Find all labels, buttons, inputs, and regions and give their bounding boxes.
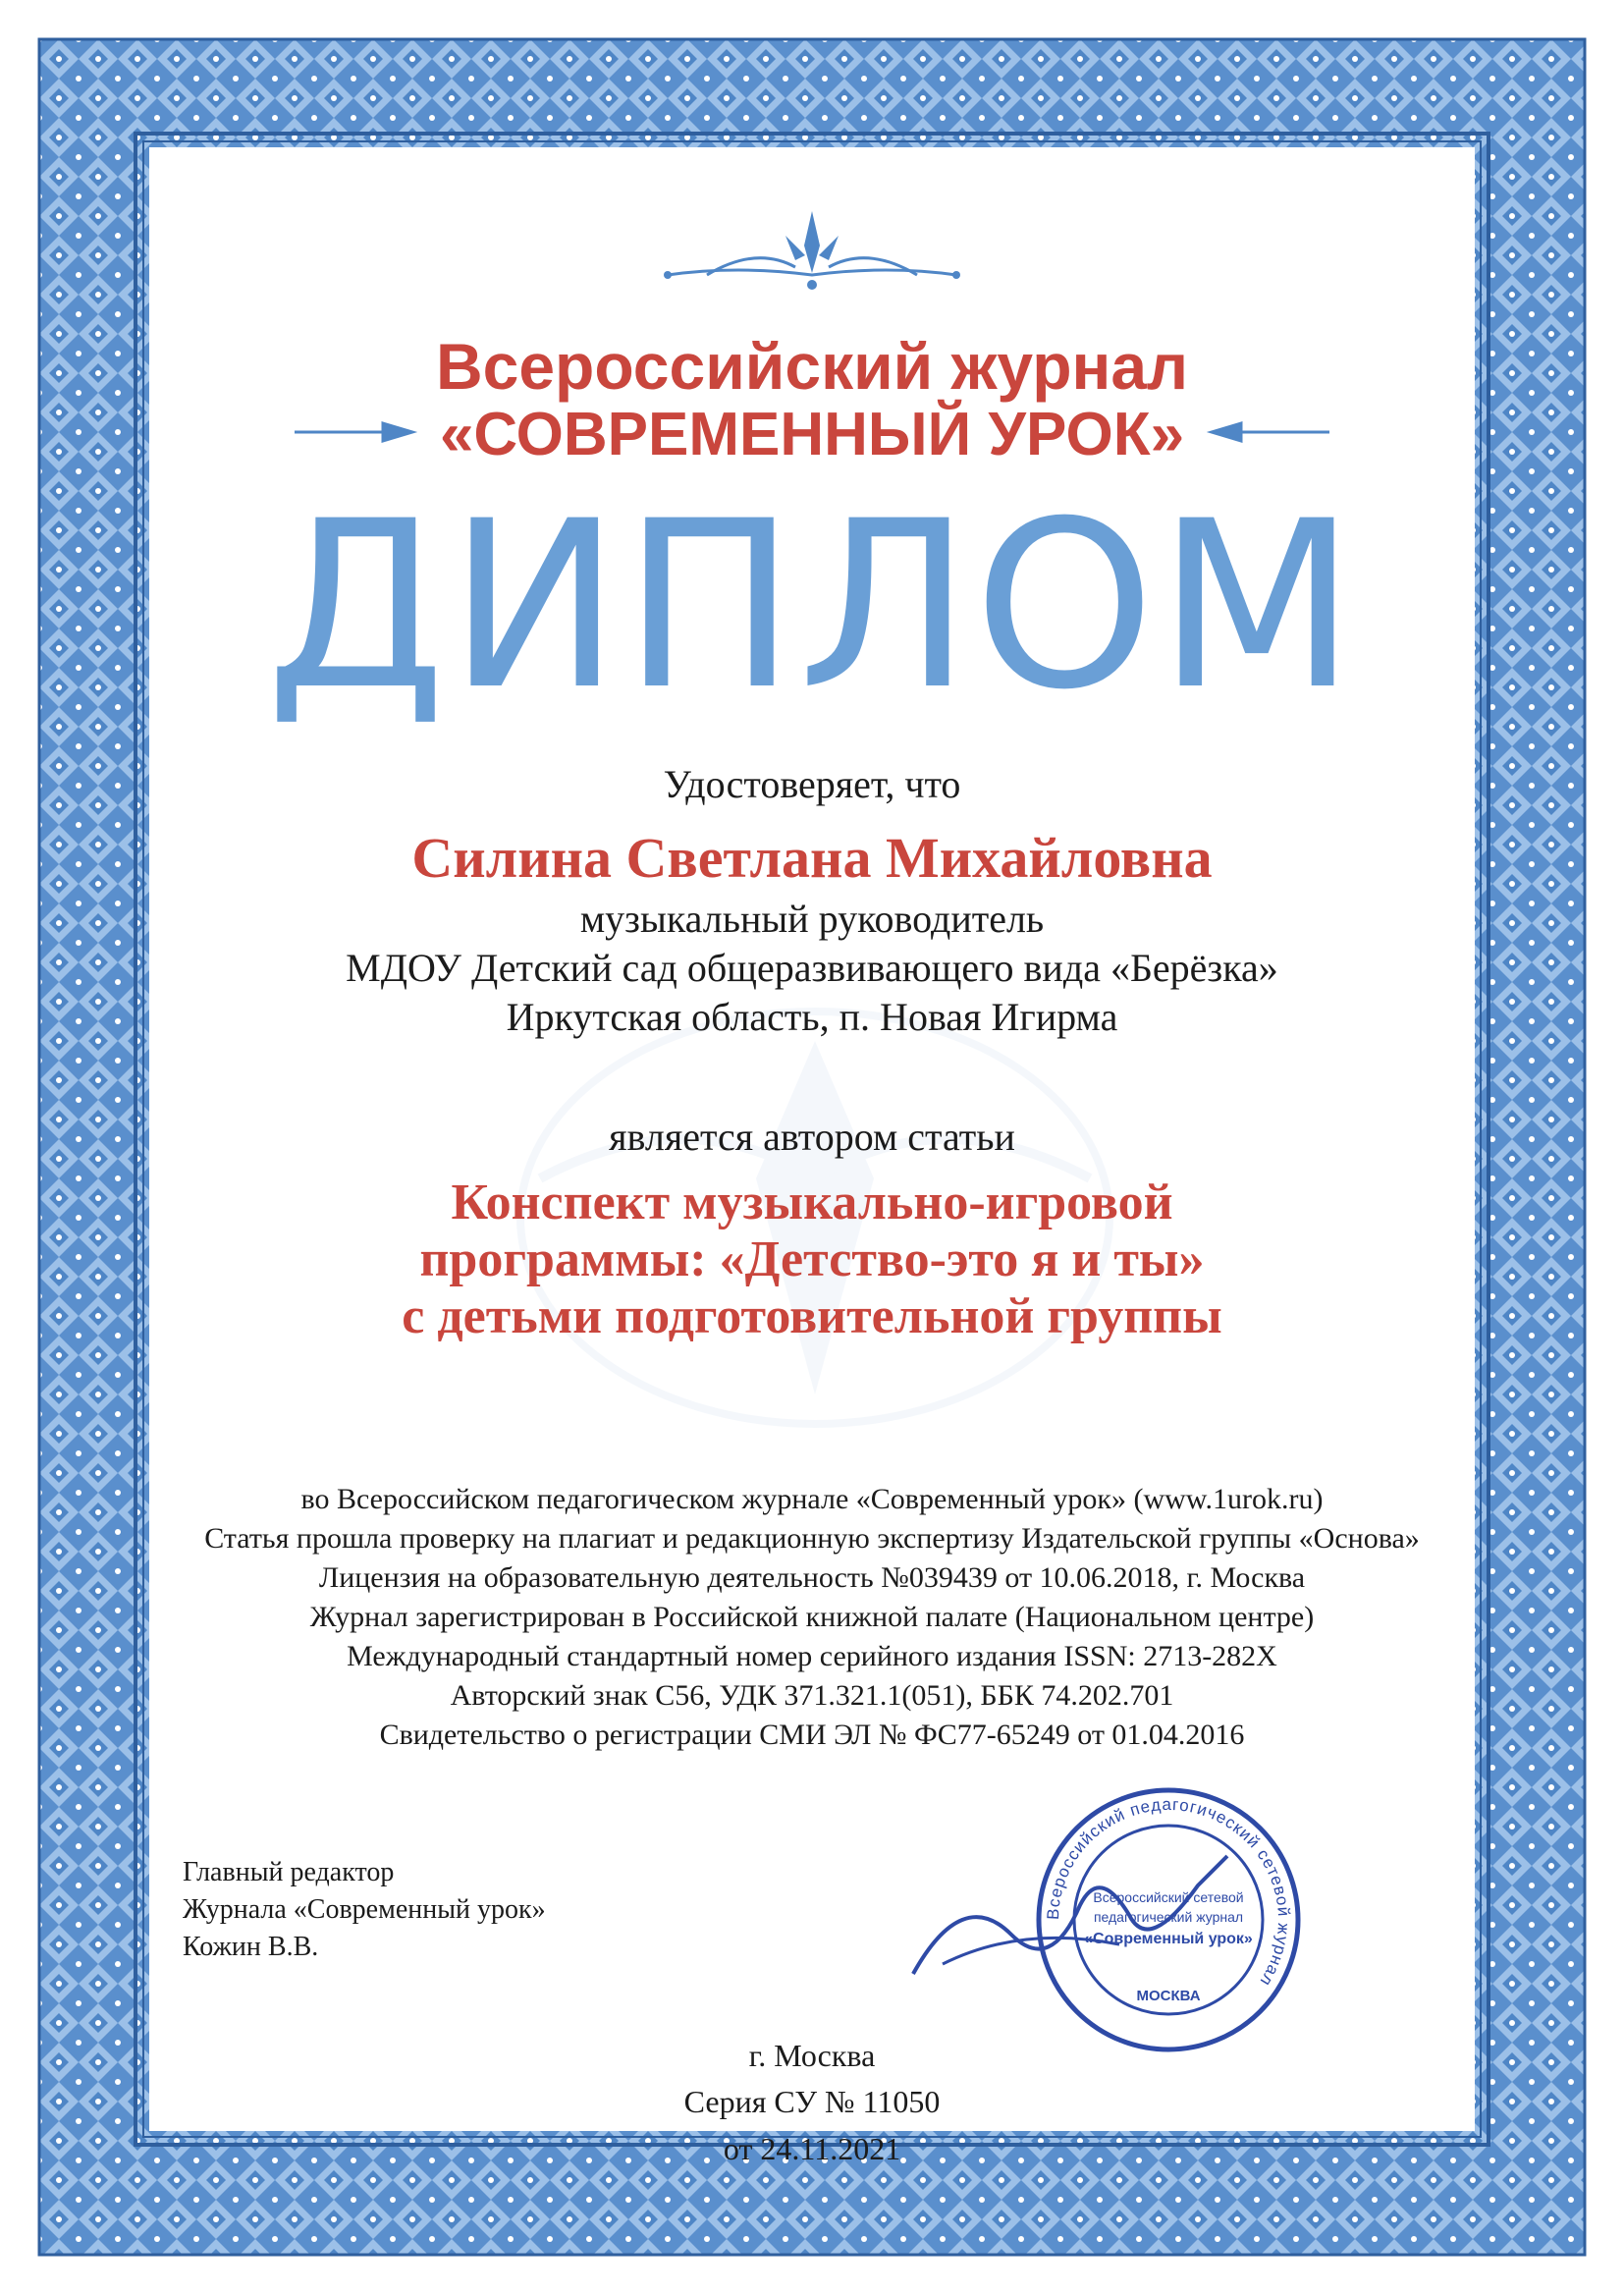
stamp-center-line1: Всероссийский сетевой bbox=[1093, 1889, 1244, 1905]
certifies-text: Удостоверяет, что bbox=[663, 762, 961, 806]
stamp-center-line2: педагогический журнал bbox=[1093, 1909, 1244, 1925]
stamp-city: МОСКВА bbox=[1136, 1988, 1201, 2004]
signatory-block bbox=[183, 1854, 546, 1966]
signatory-role: Главный редактор bbox=[183, 1857, 395, 1887]
footer-date: от 24.11.2021 bbox=[723, 2131, 901, 2166]
recipient-name: Силина Светлана Михайловна bbox=[411, 826, 1213, 890]
journal-name-line2: «СОВРЕМЕННЫЙ УРОК» bbox=[439, 401, 1185, 468]
info-line: Авторский знак С56, УДК 371.321.1(051), ББК 74.202.701 bbox=[450, 1679, 1174, 1712]
info-line: Международный стандартный номер серийного издания ISSN: 2713-282X bbox=[347, 1640, 1277, 1672]
stamp-ring-text: Всероссийский педагогический сетевой журнал bbox=[1043, 1794, 1294, 1991]
official-stamp bbox=[1031, 1782, 1306, 2057]
info-line: Журнал зарегистрирован в Российской книжной палате (Национальном центре) bbox=[309, 1601, 1315, 1633]
signatory-journal: Журнала «Современный урок» bbox=[183, 1894, 546, 1925]
footer-series: Серия СУ № 11050 bbox=[683, 2084, 941, 2119]
info-line: Свидетельство о регистрации СМИ ЭЛ № ФС77-65249 от 01.04.2016 bbox=[379, 1719, 1245, 1751]
signatory-name: Кожин В.В. bbox=[183, 1932, 319, 1962]
stamp-center-line3: «Современный урок» bbox=[1084, 1931, 1253, 1947]
article-title-line: Конспект музыкально-игровой bbox=[451, 1174, 1173, 1230]
document-title: ДИПЛОМ bbox=[265, 472, 1359, 740]
article-title-line: программы: «Детство-это я и ты» bbox=[419, 1231, 1205, 1287]
recipient-region: Иркутская область, п. Новая Игирма bbox=[506, 995, 1118, 1039]
author-intro: является автором статьи bbox=[609, 1115, 1015, 1159]
top-ornament-icon bbox=[648, 206, 976, 295]
recipient-organization: МДОУ Детский сад общеразвивающего вида «Берёзка» bbox=[346, 946, 1278, 990]
article-title-line: с детьми подготовительной группы bbox=[402, 1288, 1222, 1344]
footer-city: г. Москва bbox=[748, 2038, 876, 2073]
recipient-position: музыкальный руководитель bbox=[579, 897, 1045, 941]
info-line: Лицензия на образовательную деятельность №039439 от 10.06.2018, г. Москва bbox=[318, 1561, 1306, 1594]
journal-name-line1: Всероссийский журнал bbox=[435, 330, 1189, 403]
info-line: Статья прошла проверку на плагиат и редакционную экспертизу Издательской группы «Основа» bbox=[204, 1522, 1420, 1555]
info-line: во Всероссийском педагогическом журнале «Современный урок» (www.1urok.ru) bbox=[300, 1483, 1324, 1515]
right-flourish-icon bbox=[1192, 417, 1329, 447]
